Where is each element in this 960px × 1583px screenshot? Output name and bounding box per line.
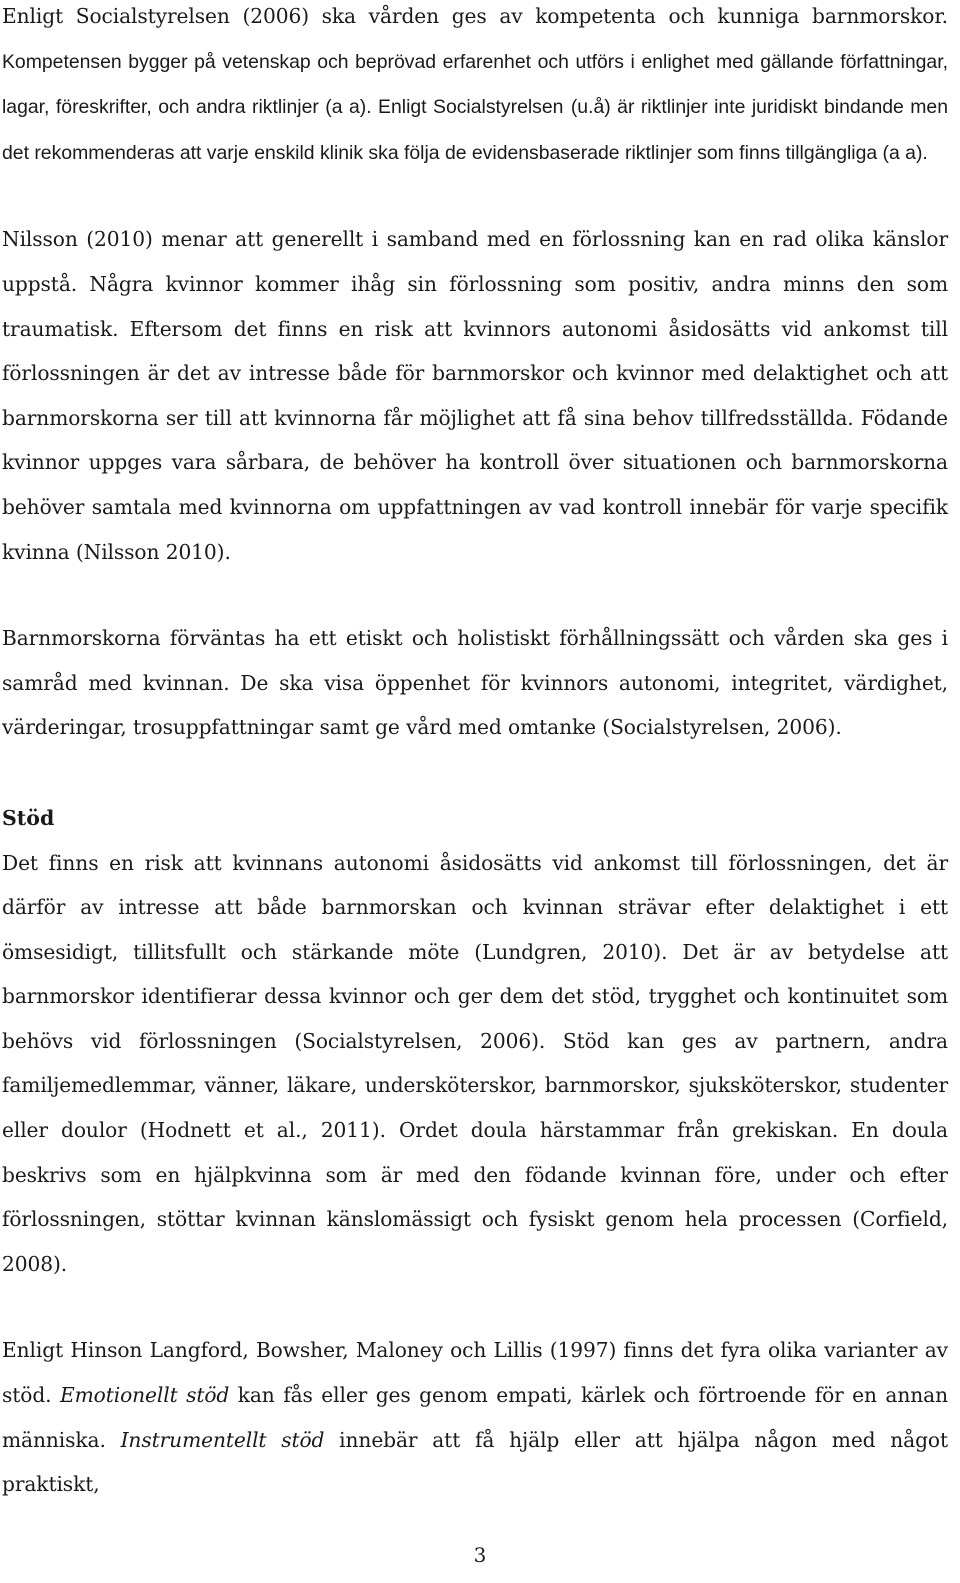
support-types-intro: Enligt Hinson Langford, Bowsher, Maloney och Lillis (1997) finns det fyra olika varianter av stöd. bbox=[2, 1338, 948, 1408]
paragraph-competence-sentence-3: (u.å) är riktlinjer inte juridiskt bindande men det rekommenderas att varje enskild klinik ska följa de evidensbaserade riktlinjer som finns tillgängliga (a a). bbox=[2, 96, 948, 164]
paragraph-feelings: Nilsson (2010) menar att generellt i samband med en förlossning kan en rad olika känslor uppstå. Några kvinnor kommer ihåg sin förlossning som positiv, andra minns den som traumatisk. Eftersom det finns en risk att kvinnors autonomi åsidosätts vid ankomst till förlossningen är det av intresse både för barnmorskor och kvinnor med delaktighet och att barnmorskorna ser till att kvinnorna får möjlighet att få sina behov tillfredsställda. Födande kvinnor uppges vara sårbara, de behöver ha kontroll över situationen och barnmorskorna behöver samtala med kvinnorna om uppfattningen av vad kontroll innebär för varje specifik kvinna (Nilsson 2010). bbox=[2, 227, 948, 564]
paragraph-support: Det finns en risk att kvinnans autonomi åsidosätts vid ankomst till förlossningen, det är därför av intresse att både barnmorskan och kvinnan strävar efter delaktighet i ett ömsesidigt, tillitsfullt och stärkande möte (Lundgren, 2010). Det är av betydelse att barnmorskor identifierar dessa kvinnor och ger dem det stöd, trygghet och kontinuitet som behövs vid förlossningen (Socialstyrelsen, 2006). Stöd kan ges av partnern, andra familjemedlemmar, vänner, läkare, undersköterskor, barnmorskor, sjuksköterskor, studenter eller doulor (Hodnett et al., 2011). Ordet doula härstammar från grekiskan. En doula beskrivs som en hjälpkvinna som är med den födande kvinnan före, under och efter förlossningen, stöttar kvinnan känslomässigt och fysiskt genom hela processen (Corfield, 2008). bbox=[2, 850, 948, 1276]
paragraph-competence-sentence-1: Enligt Socialstyrelsen (2006) ska vården ges av kompetenta och kunniga barnmorskor. bbox=[2, 4, 948, 28]
page-number: 3 bbox=[473, 1543, 487, 1567]
paragraph-support-types bbox=[2, 1328, 948, 1506]
instrumental-support-term: Instrumentellt stöd bbox=[120, 1427, 325, 1452]
paragraph-ethics: Barnmorskorna förväntas ha ett etiskt och holistiskt förhållningssätt och vården ska ges i samråd med kvinnan. De ska visa öppenhet för kvinnors autonomi, integritet, värdighet, värderingar, trosuppfattningar samt ge vård med omtanke (Socialstyrelsen, 2006). bbox=[2, 626, 948, 740]
instrumental-support-text: innebär att få hjälp eller att hjälpa någon med något praktiskt, bbox=[2, 1427, 948, 1497]
emotional-support-text: kan fås eller ges genom empati, kärlek och förtroende för en annan människa. bbox=[2, 1383, 948, 1452]
section-heading-stod: Stöd bbox=[2, 805, 55, 830]
document-body bbox=[2, 0, 948, 1507]
paragraph-gap bbox=[2, 574, 948, 616]
paragraph-gap bbox=[2, 750, 948, 796]
paragraph-competence-sentence-2: Kompetensen bygger på vetenskap och beprövad erfarenhet och utförs i enlighet med gällande författningar, lagar, föreskrifter, och andra riktlinjer (a a). Enligt Socialstyrelsen bbox=[2, 50, 948, 119]
paragraph-competence bbox=[2, 0, 948, 175]
paragraph-gap bbox=[2, 175, 948, 217]
emotional-support-term: Emotionellt stöd bbox=[59, 1383, 230, 1408]
paragraph-gap bbox=[2, 1286, 948, 1328]
